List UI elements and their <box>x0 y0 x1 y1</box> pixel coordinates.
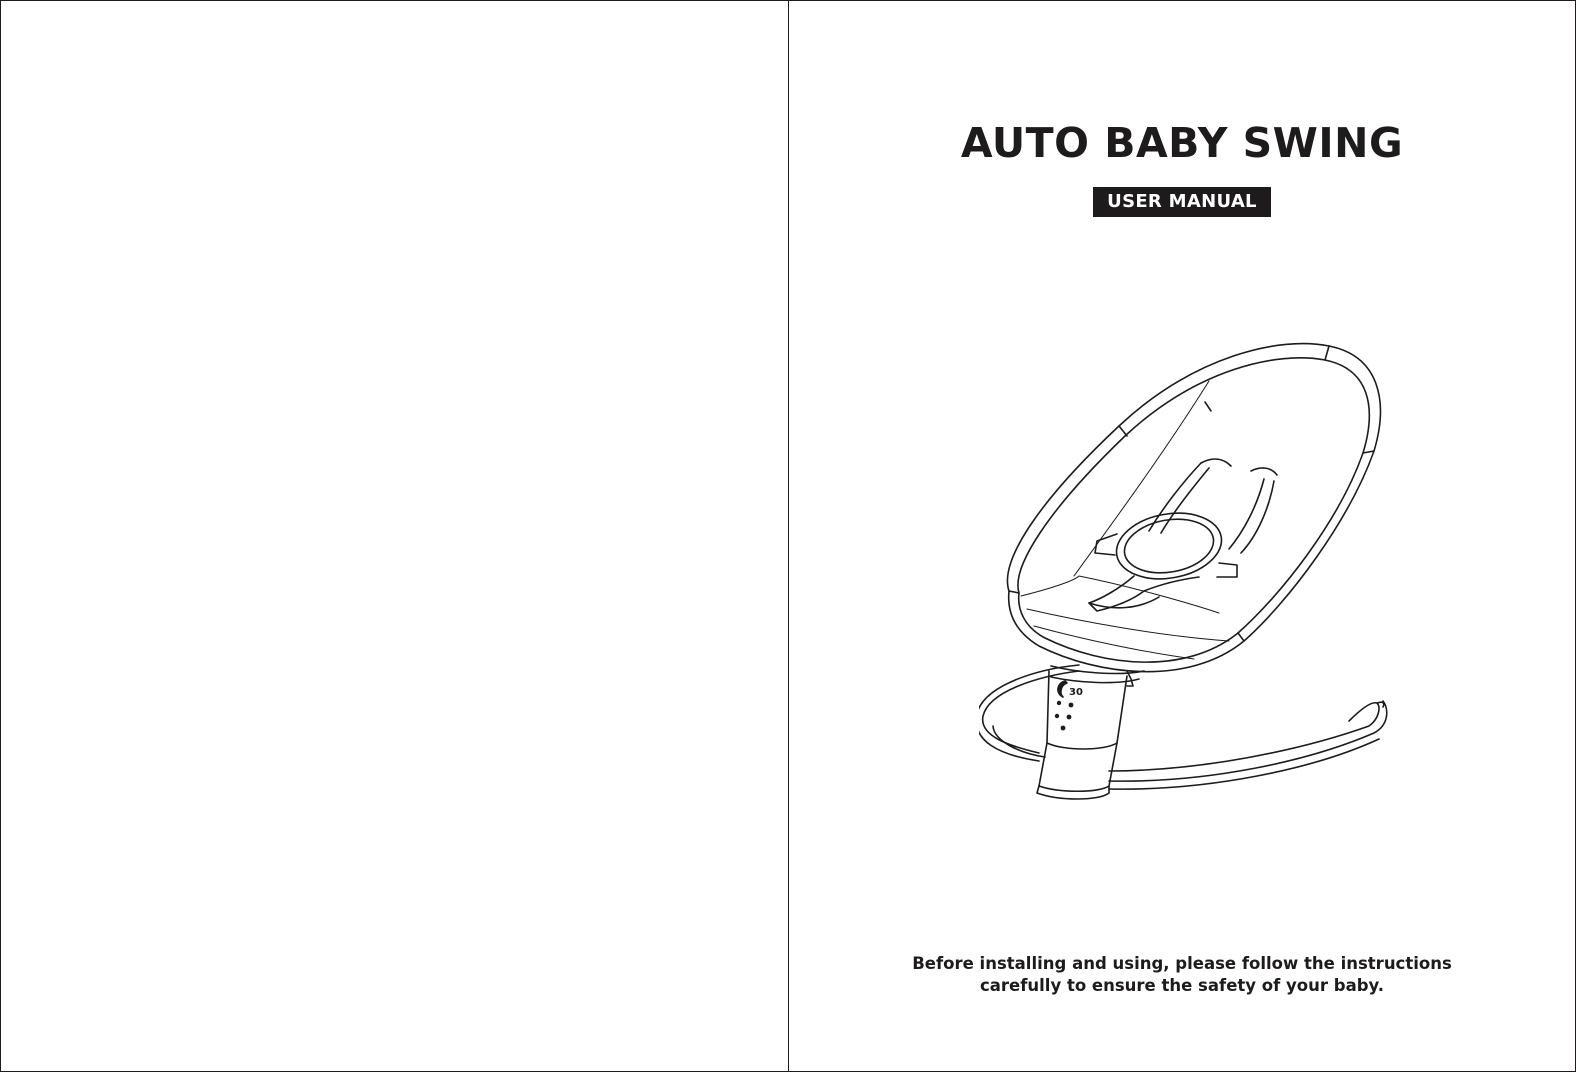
seat-fabric <box>1021 381 1229 659</box>
cover-page <box>788 0 1576 1072</box>
seat-frame <box>1007 344 1380 672</box>
panel-readout: 30 <box>1069 687 1083 698</box>
safety-note <box>849 953 1515 997</box>
safety-note-line-1: Before installing and using, please follow the instructions <box>912 953 1452 973</box>
swing-base <box>979 665 1387 799</box>
control-column <box>1047 666 1144 749</box>
baby-swing-illustration <box>979 341 1409 811</box>
user-manual-badge: USER MANUAL <box>1093 187 1271 217</box>
safety-note-line-2: carefully to ensure the safety of your baby. <box>979 975 1385 995</box>
harness <box>1089 459 1277 611</box>
manual-title: AUTO BABY SWING <box>960 119 1404 167</box>
badge-row <box>789 187 1575 217</box>
